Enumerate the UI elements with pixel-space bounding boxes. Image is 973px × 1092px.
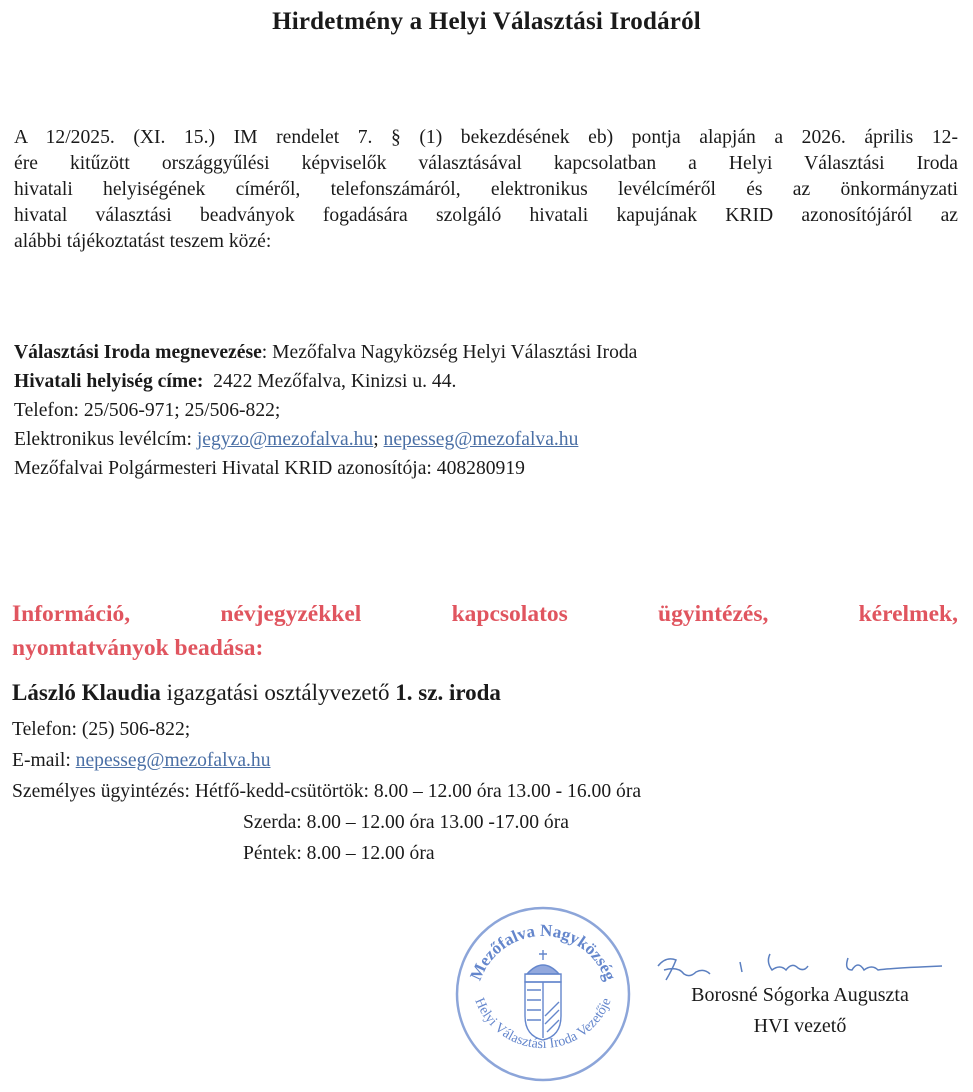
hours-wednesday: Szerda: 8.00 – 12.00 óra 13.00 -17.00 óra [243, 812, 569, 833]
stamp-bottom-text: Helyi Választási Iroda Vezetője [471, 995, 615, 1053]
signer-title: HVI vezető [753, 1015, 847, 1037]
intro-paragraph [14, 125, 958, 255]
office-phone-row: Telefon: 25/506-971; 25/506-822; [14, 400, 281, 421]
heading-word: névjegyzékkel [220, 601, 362, 627]
official-stamp-icon [453, 904, 633, 1084]
contact-email-link[interactable]: nepesseg@mezofalva.hu [75, 750, 271, 771]
office-name-label: Választási Iroda megnevezése [14, 342, 262, 363]
office-name-row [14, 338, 958, 367]
intro-line: hivatal választási beadványok fogadására szolgáló hivatali kapujának KRID azonosítójáról az [14, 205, 958, 226]
section-heading-line1 [12, 597, 958, 631]
hours-friday: Péntek: 8.00 – 12.00 óra [243, 843, 435, 864]
hours-mon-tue-thu: Hétfő-kedd-csütörtök: 8.00 – 12.00 óra 13.00 - 16.00 óra [194, 781, 642, 802]
contact-name: László Klaudia [12, 680, 161, 705]
contact-phone: Telefon: (25) 506-822; [12, 719, 191, 740]
office-krid-row: Mezőfalvai Polgármesteri Hivatal KRID azonosítója: 408280919 [14, 458, 525, 479]
section-heading [12, 597, 958, 665]
office-info [14, 338, 958, 483]
intro-line: hivatali helyiségének címéről, telefonszámáról, elektronikus levélcíméről és az önkormányzati [14, 179, 958, 200]
contact-email-row [12, 745, 641, 776]
hours-label: Személyes ügyintézés: [12, 781, 195, 802]
office-email-label: Elektronikus levélcím: [14, 429, 197, 450]
contact-role: igazgatási osztályvezető [160, 680, 396, 705]
office-email-row [14, 425, 958, 454]
document-title: Hirdetmény a Helyi Választási Irodáról [272, 8, 701, 35]
contact-room: 1. sz. iroda [395, 680, 501, 705]
heading-word: Információ, [12, 601, 131, 627]
stamp-top-text: Mezőfalva Nagyközség [466, 920, 620, 984]
intro-line: A 12/2025. (XI. 15.) IM rendelet 7. § (1) bekezdésének eb) pontja alapján a 2026. április 12- [14, 127, 958, 148]
signer-name: Borosné Sógorka Auguszta [691, 984, 909, 1006]
contact-person [12, 680, 501, 706]
signer-block [660, 980, 940, 1042]
heading-word: kapcsolatos [451, 601, 568, 627]
section-heading-line2: nyomtatványok beadása: [12, 635, 264, 661]
heading-word: kérelmek, [858, 601, 958, 627]
heading-word: ügyintézés, [658, 601, 769, 627]
hours-row [12, 776, 641, 807]
intro-line: alábbi tájékoztatást teszem közé: [14, 231, 272, 252]
office-address-value: 2422 Mezőfalva, Kinizsi u. 44. [203, 371, 457, 392]
email-separator: ; [373, 429, 384, 450]
contact-details [12, 714, 641, 869]
office-address-row [14, 367, 958, 396]
email-link-jegyzo[interactable]: jegyzo@mezofalva.hu [196, 429, 374, 450]
office-address-label: Hivatali helyiség címe: [14, 371, 204, 392]
intro-line: ére kitűzött országgyűlési képviselők választásával kapcsolatban a Helyi Választási Iroda [14, 153, 958, 174]
email-link-nepesseg[interactable]: nepesseg@mezofalva.hu [383, 429, 579, 450]
office-name-value: : Mezőfalva Nagyközség Helyi Választási Iroda [261, 342, 638, 363]
contact-email-label: E-mail: [12, 750, 76, 771]
coat-of-arms-icon [525, 950, 561, 1040]
